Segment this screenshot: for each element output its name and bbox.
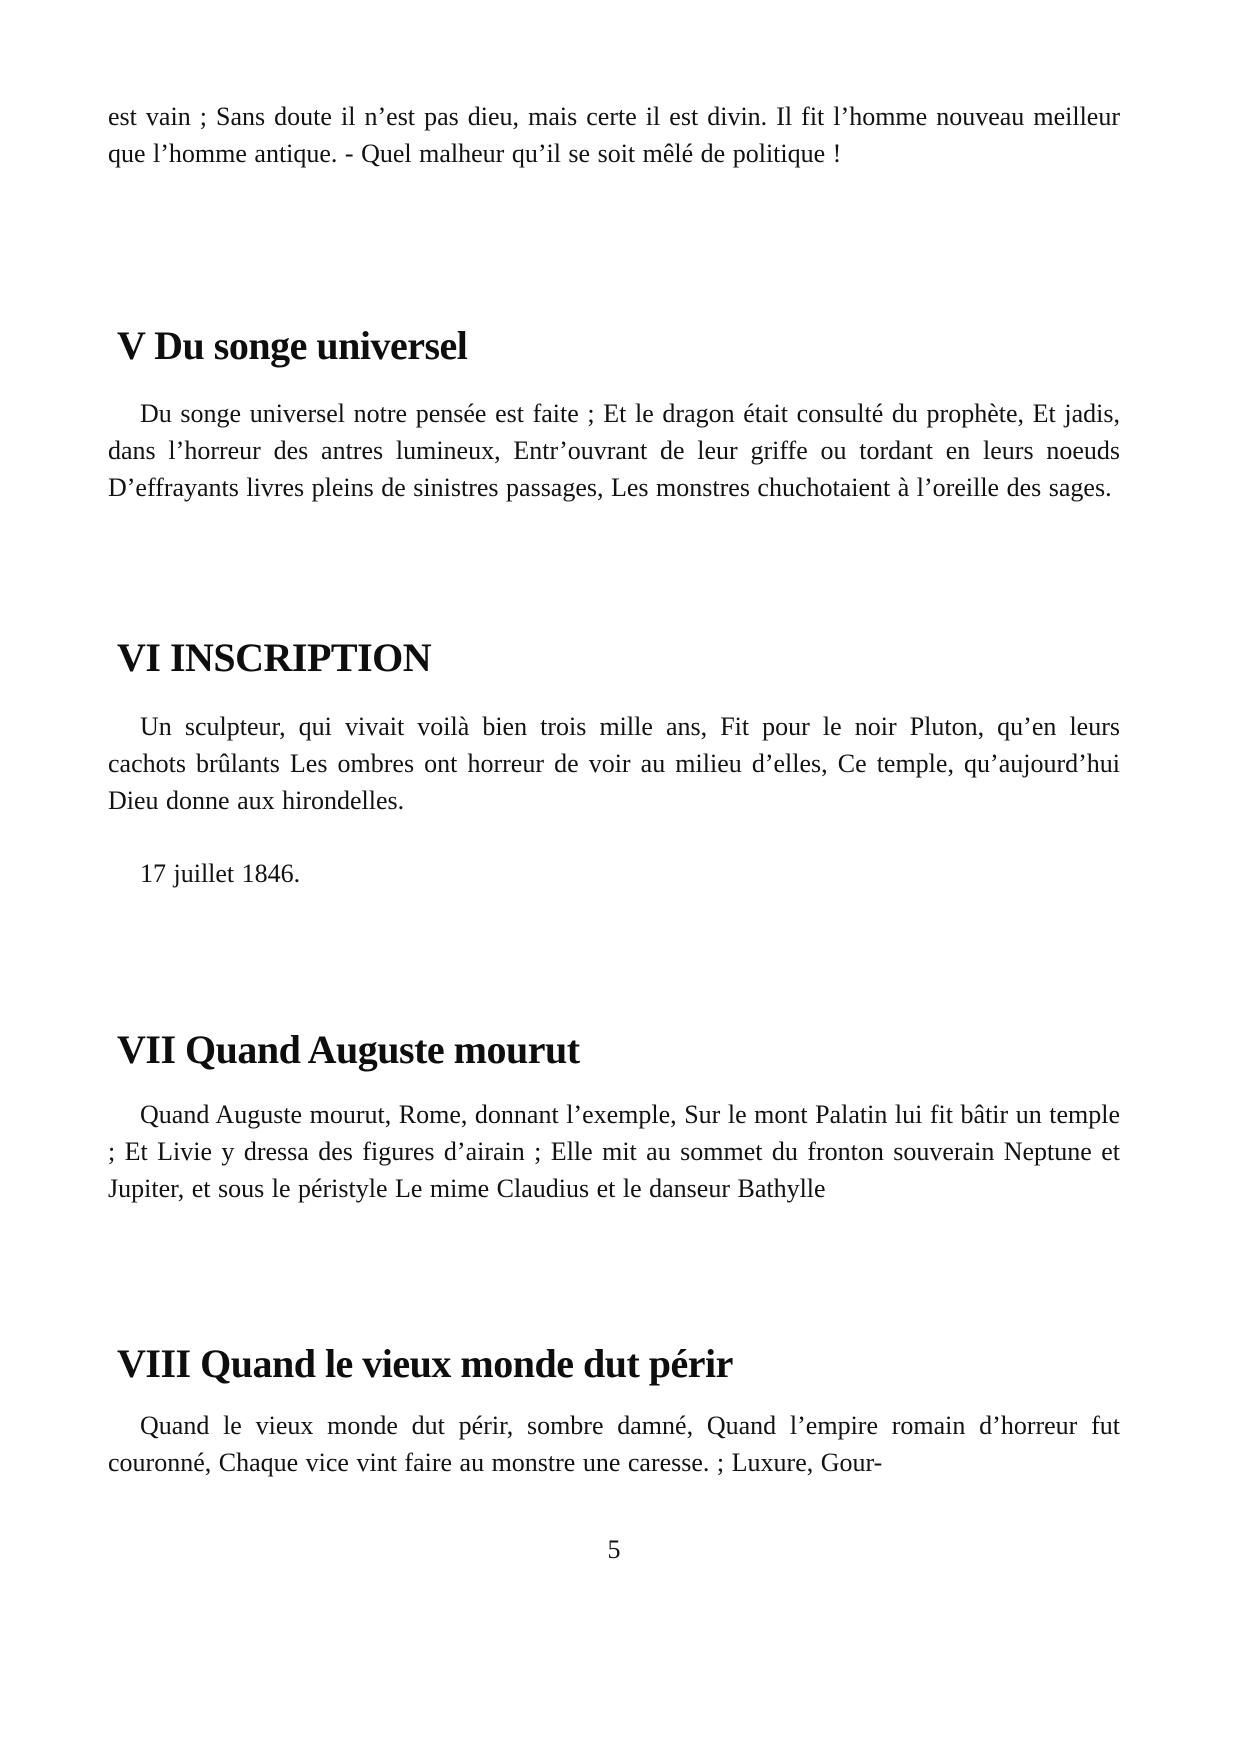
section-heading-vi: VI INSCRIPTION xyxy=(117,635,432,680)
section-vi-paragraph: Un sculpteur, qui vivait voilà bien trois mille ans, Fit pour le noir Pluton, qu’en leurs cachots brûlants Les ombres ont horreur de voir au milieu d’elles, Ce temple, qu’aujourd’hui Dieu donne aux hirondelles. xyxy=(108,712,1120,815)
page-number: 5 xyxy=(607,1535,621,1564)
section-heading-vii: VII Quand Auguste mourut xyxy=(117,1027,580,1072)
section-heading-viii: VIII Quand le vieux monde dut périr xyxy=(117,1341,733,1386)
page-content xyxy=(108,0,1120,1568)
section-vi-date-line: 17 juillet 1846. xyxy=(140,859,301,888)
section-heading-v: V Du songe universel xyxy=(117,323,468,368)
continuation-paragraph: est vain ; Sans doute il n’est pas dieu, mais certe il est divin. Il fit l’homme nouveau meilleur que l’homme antique. - Quel malheur qu’il se soit mêlé de politique ! xyxy=(108,102,1120,168)
section-viii-paragraph: Quand le vieux monde dut périr, sombre damné, Quand l’empire romain d’horreur fut couronné, Chaque vice vint faire au monstre une caresse. ; Luxure, Gour- xyxy=(108,1411,1120,1477)
section-v-paragraph: Du songe universel notre pensée est faite ; Et le dragon était consulté du prophète, Et jadis, dans l’horreur des antres lumineux, Entr’ouvrant de leur griffe ou tordant en leurs noeuds D’effrayants livres pleins de sinistres passages, Les monstres chuchotaient à l’oreille des sages. xyxy=(108,399,1120,502)
section-vii-paragraph: Quand Auguste mourut, Rome, donnant l’exemple, Sur le mont Palatin lui fit bâtir un temple ; Et Livie y dressa des figures d’airain ; Elle mit au sommet du fronton souverain Neptune et Jupiter, et sous le péristyle Le mime Claudius et le danseur Bathylle xyxy=(108,1100,1120,1203)
